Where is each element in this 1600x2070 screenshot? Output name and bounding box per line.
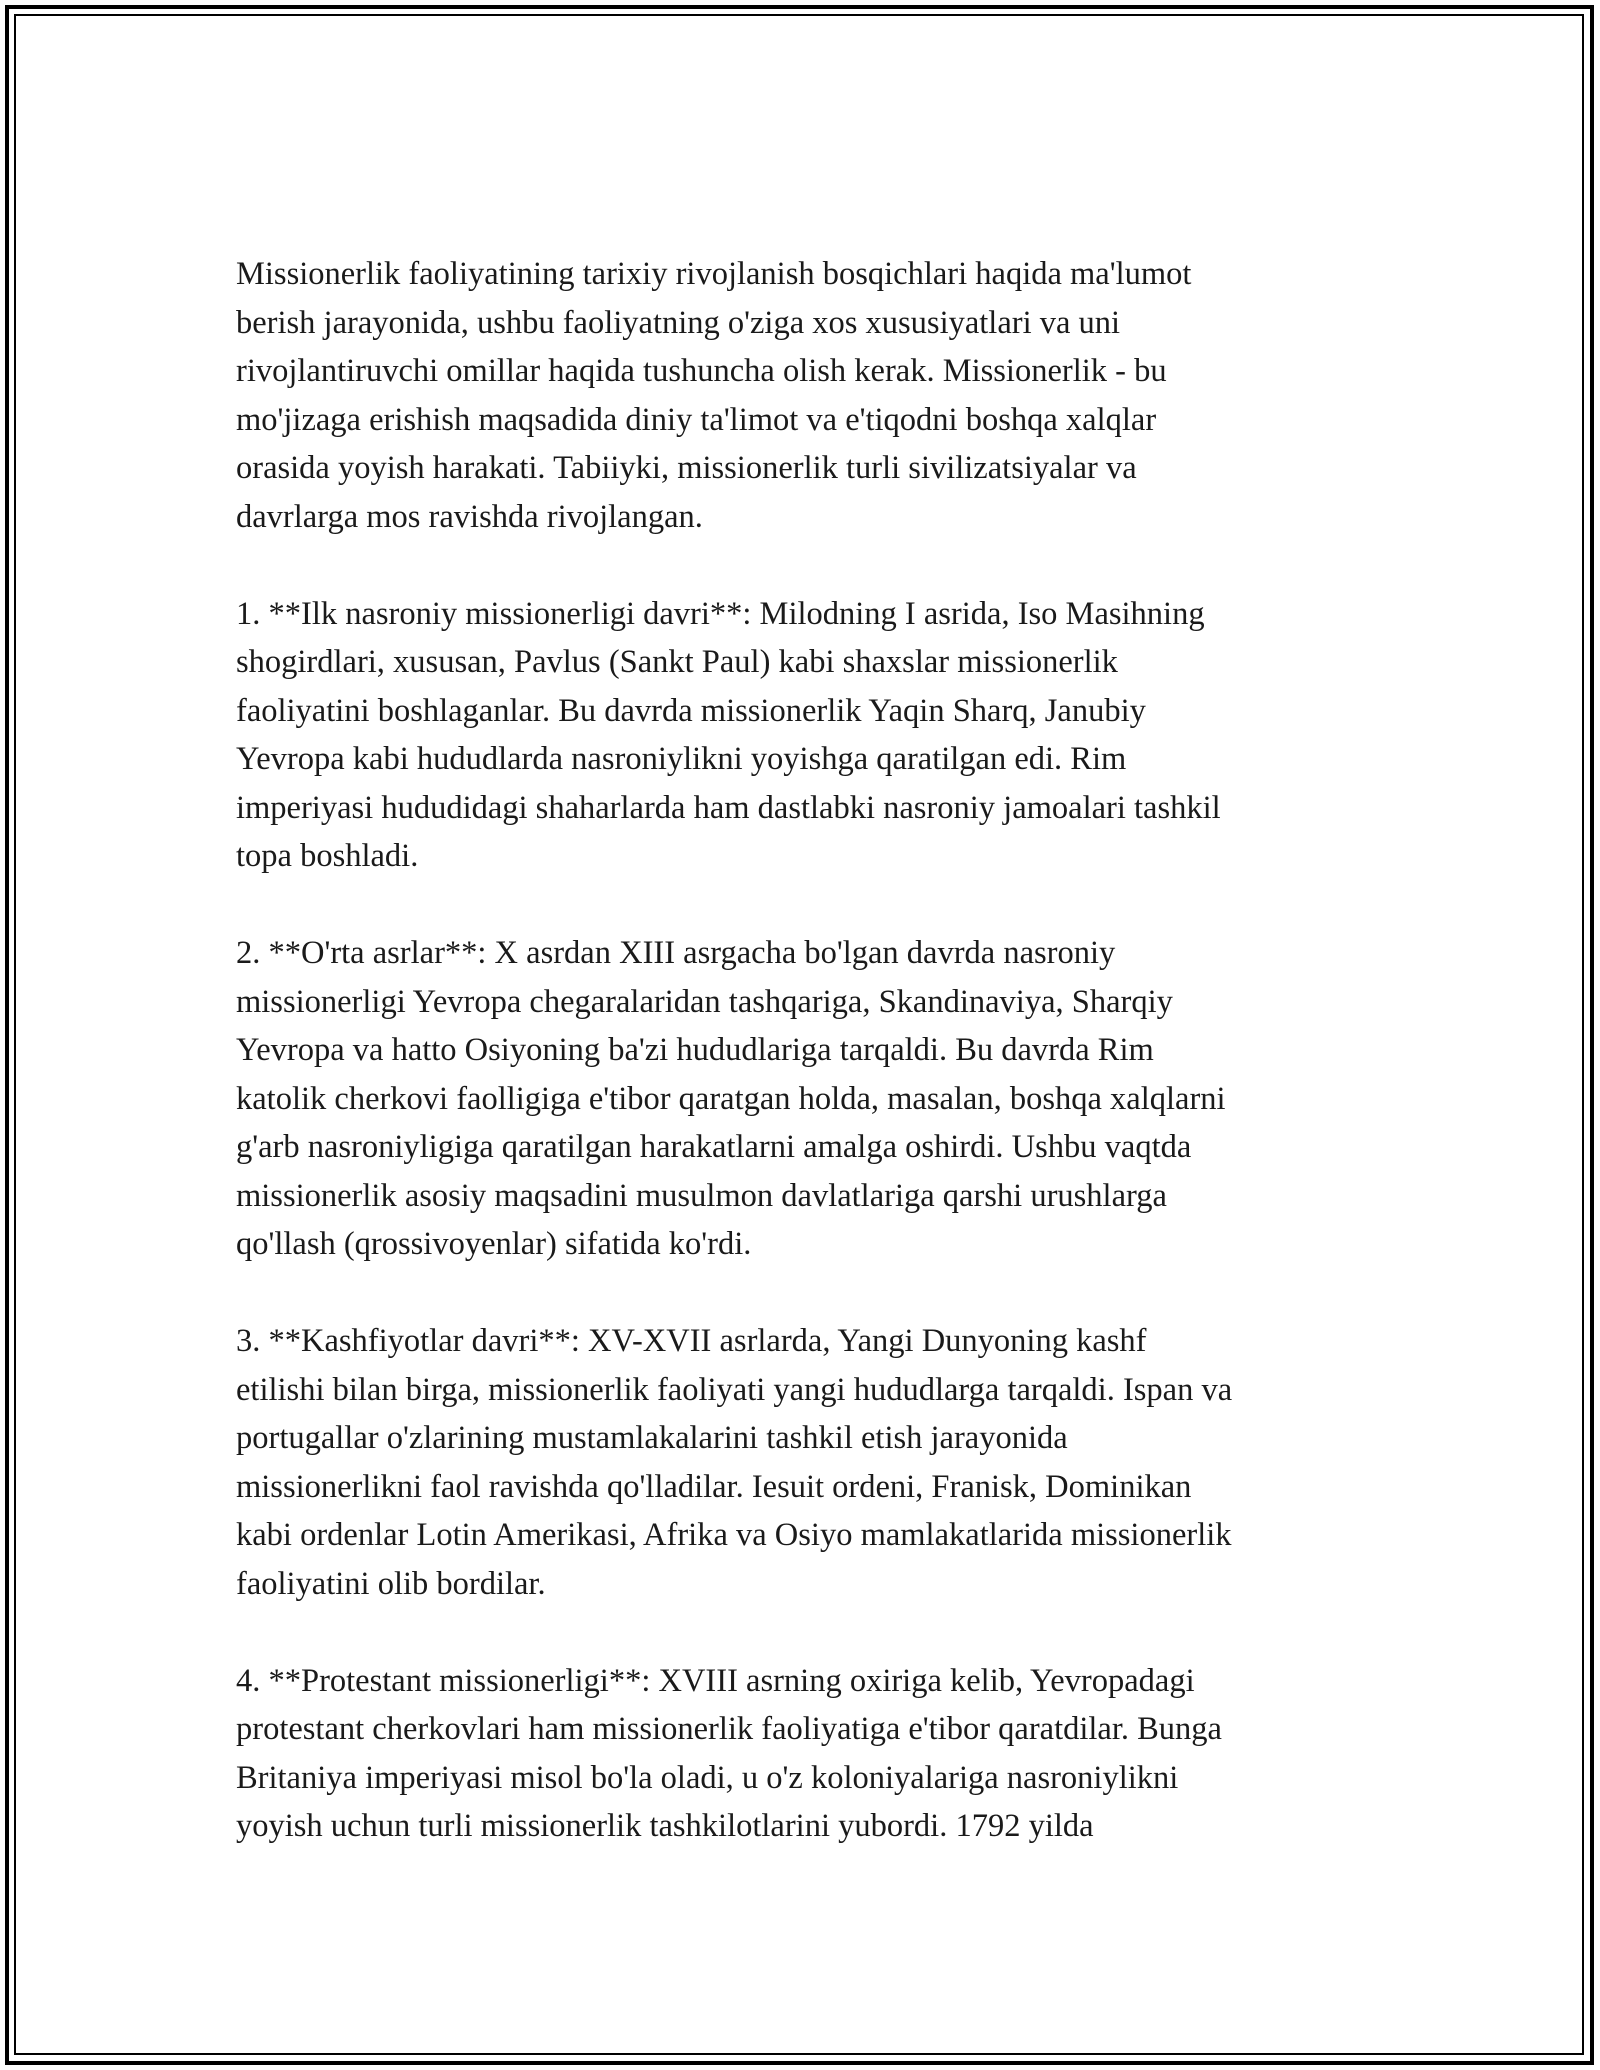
section-3-paragraph: 3. **Kashfiyotlar davri**: XV-XVII asrlarda, Yangi Dunyoning kashf etilishi bilan birga, missionerlik faoliyati yangi hududlarga tarqaldi. Ispan va portugallar o'zlarining mustamlakalarini tashkil etish jarayonida missionerlikni faol ravishda qo'lladilar. Iesuit ordeni, Franisk, Dominikan kabi ordenlar Lotin Amerikasi, Afrika va Osiyo mamlakatlarida missionerlik faoliyatini olib bordilar. xyxy=(236,1323,1233,1602)
section-4-paragraph: 4. **Protestant missionerligi**: XVIII asrning oxiriga kelib, Yevropadagi protestant cherkovlari ham missionerlik faoliyatiga e'tibor qaratdilar. Bunga Britaniya imperiyasi misol bo'la oladi, u o'z koloniyalariga nasroniylikni yoyish uchun turli missionerlik tashkilotlarini yubordi. 1792 yilda xyxy=(236,1662,1222,1844)
document-body xyxy=(236,250,1396,1851)
section-2-paragraph: 2. **O'rta asrlar**: X asrdan XIII asrgacha bo'lgan davrda nasroniy missionerligi Yevropa chegaralaridan tashqariga, Skandinaviya, Sharqiy Yevropa va hatto Osiyoning ba'zi hududlariga tarqaldi. Bu davrda Rim katolik cherkovi faolligiga e'tibor qaratgan holda, masalan, boshqa xalqlarni g'arb nasroniyligiga qaratilgan harakatlarni amalga oshirdi. Ushbu vaqtda missionerlik asosiy maqsadini musulmon davlatlariga qarshi urushlarga qo'llash (qrossivoyenlar) sifatida ko'rdi. xyxy=(236,935,1226,1262)
section-1-paragraph: 1. **Ilk nasroniy missionerligi davri**: Milodning I asrida, Iso Masihning shogirdlari, xususan, Pavlus (Sankt Paul) kabi shaxslar missionerlik faoliyatini boshlaganlar. Bu davrda missionerlik Yaqin Sharq, Janubiy Yevropa kabi hududlarda nasroniylikni yoyishga qaratilgan edi. Rim imperiyasi hududidagi shaharlarda ham dastlabki nasroniy jamoalari tashkil topa boshladi. xyxy=(236,595,1221,874)
intro-paragraph: Missionerlik faoliyatining tarixiy rivojlanish bosqichlari haqida ma'lumot berish jarayonida, ushbu faoliyatning o'ziga xos xususiyatlari va uni rivojlantiruvchi omillar haqida tushuncha olish kerak. Missionerlik - bu mo'jizaga erishish maqsadida diniy ta'limot va e'tiqodni boshqa xalqlar orasida yoyish harakati. Tabiiyki, missionerlik turli sivilizatsiyalar va davrlarga mos ravishda rivojlangan. xyxy=(236,256,1192,535)
